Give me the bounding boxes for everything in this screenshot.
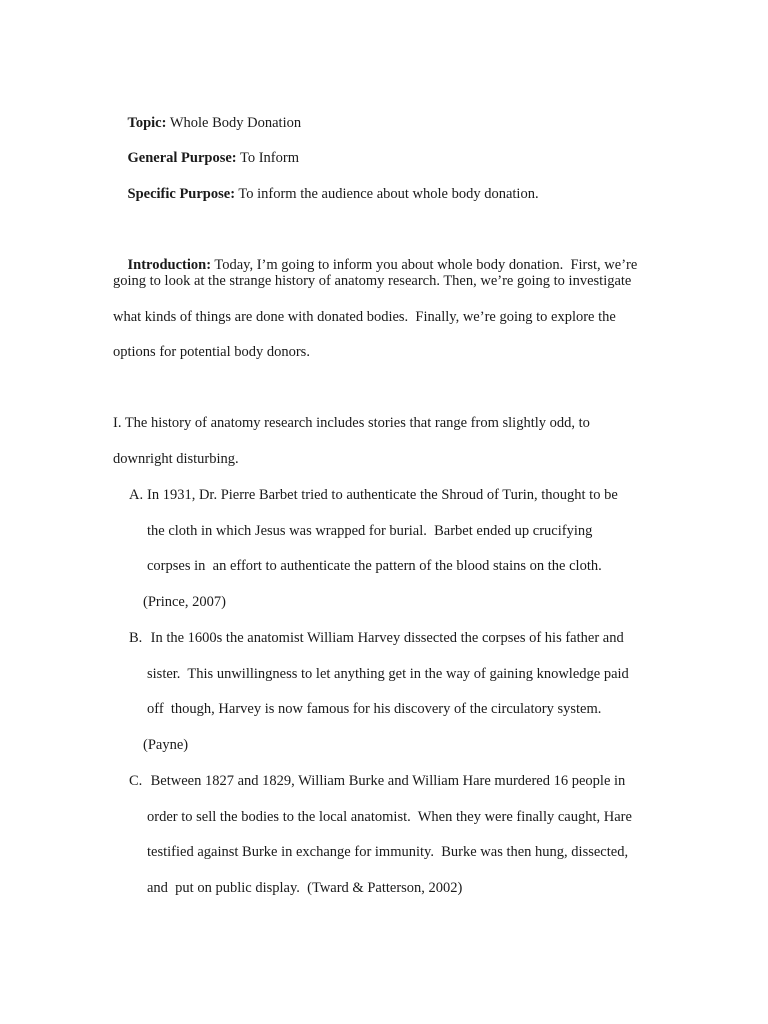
introduction-line-4: options for potential body donors. <box>113 344 310 360</box>
subpoint-c-line-3: testified against Burke in exchange for immunity. Burke was then hung, dissected, <box>147 844 629 860</box>
subpoint-c-line-1: Between 1827 and 1829, William Burke and William Hare murdered 16 people in <box>147 773 626 789</box>
subpoint-a-citation: (Prince, 2007) <box>143 594 226 610</box>
general-purpose-label: General Purpose: <box>127 150 237 166</box>
specific-purpose-value: To inform the audience about whole body donation. <box>235 186 539 202</box>
introduction-line-3: what kinds of things are done with donated bodies. Finally, we’re going to explore the <box>113 309 616 325</box>
subpoint-a-line-1: In 1931, Dr. Pierre Barbet tried to authenticate the Shroud of Turin, thought to be <box>147 487 618 503</box>
topic-label: Topic: <box>127 115 167 131</box>
general-purpose-value: To Inform <box>236 150 299 166</box>
subpoint-b-line-2: sister. This unwillingness to let anything get in the way of gaining knowledge paid <box>147 666 629 682</box>
subpoint-c-marker: C. <box>129 773 143 789</box>
subpoint-a-line-2: the cloth in which Jesus was wrapped for burial. Barbet ended up crucifying <box>147 523 593 539</box>
specific-purpose-label: Specific Purpose: <box>127 186 236 202</box>
subpoint-b-citation: (Payne) <box>143 737 189 753</box>
specific-purpose-line <box>113 164 539 224</box>
subpoint-a-marker: A. <box>129 487 144 503</box>
introduction-line-2: going to look at the strange history of anatomy research. Then, we’re going to investigate <box>113 273 632 289</box>
introduction-text: Today, I’m going to inform you about whole body donation. First, we’re <box>211 257 638 273</box>
introduction-label: Introduction: <box>127 257 212 273</box>
subpoint-c-line-2: order to sell the bodies to the local anatomist. When they were finally caught, Hare <box>147 809 632 825</box>
subpoint-b-marker: B. <box>129 630 143 646</box>
subpoint-b-line-1: In the 1600s the anatomist William Harvey dissected the corpses of his father and <box>147 630 624 646</box>
topic-value: Whole Body Donation <box>166 115 302 131</box>
subpoint-c-line-4: and put on public display. (Tward & Patterson, 2002) <box>147 880 463 896</box>
main-point-one-line-1: I. The history of anatomy research includes stories that range from slightly odd, to <box>113 415 590 431</box>
subpoint-b-line-3: off though, Harvey is now famous for his discovery of the circulatory system. <box>147 701 602 717</box>
subpoint-a-line-3: corpses in an effort to authenticate the pattern of the blood stains on the cloth. <box>147 558 602 574</box>
main-point-one-line-2: downright disturbing. <box>113 451 239 467</box>
